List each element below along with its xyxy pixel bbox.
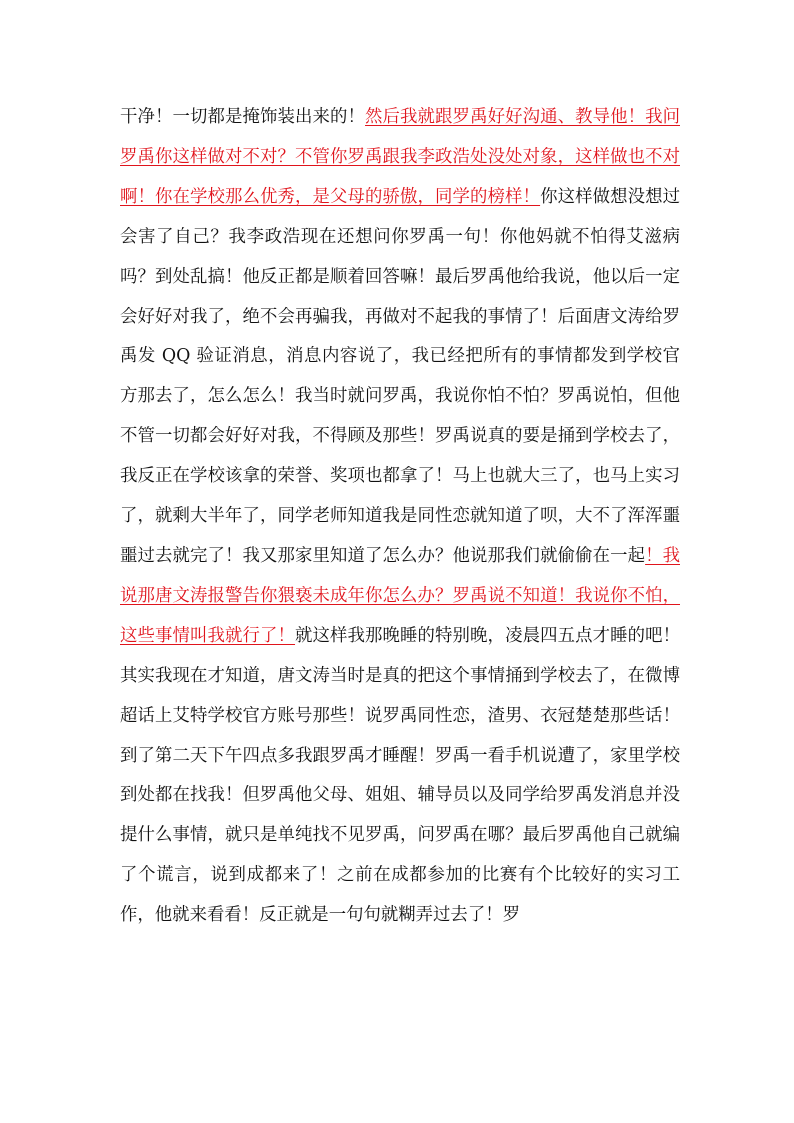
- body-paragraph: [120, 98, 680, 936]
- text-segment: 你这样做想没想过会害了自己？我李政浩现在还想问你罗禹一句！你他妈就不怕得艾滋病吗？到处乱搞！他反正都是顺着回答嘛！最后罗禹他给我说，他以后一定会好好对我了，绝不会再骗我，再做对不起我的事情了！后面唐文涛给罗禹发 QQ 验证消息，消息内容说了，我已经把所有的事情都发到学校官方那去了，怎么怎么！我当时就问罗禹，我说你怕不怕？罗禹说怕，但他不管一切都会好好对我，不得顾及那些！罗禹说真的要是捅到学校去了，我反正在学校该拿的荣誉、奖项也都拿了！马上也就大三了，也马上实习了，就剩大半年了，同学老师知道我是同性恋就知道了呗，大不了浑浑噩噩过去就完了！我又那家里知道了怎么办？他说那我们就偷偷在一起: [120, 186, 680, 566]
- text-segment: 就这样我那晚睡的特别晚，凌晨四五点才睡的吧！其实我现在才知道，唐文涛当时是真的把这个事情捅到学校去了，在微博超话上艾特学校官方账号那些！说罗禹同性恋，渣男、衣冠楚楚那些话！到了第二天下午四点多我跟罗禹才睡醒！罗禹一看手机说遭了，家里学校到处都在找我！但罗禹他父母、姐姐、辅导员以及同学给罗禹发消息并没提什么事情，就只是单纯找不见罗禹，问罗禹在哪？最后罗禹他自己就编了个谎言，说到成都来了！之前在成都参加的比赛有个比较好的实习工作，他就来看看！反正就是一句句就糊弄过去了！罗: [120, 625, 680, 926]
- highlighted-text-segment: 然后我就跟罗禹好好沟通、教导他！我问罗禹你这样做对不对？不管你罗禹跟我李政浩处没处对象，这样做也不对啊！你在学校那么优秀，是父母的骄傲，同学的榜样！: [120, 107, 680, 207]
- highlighted-text-segment: ！我说那唐文涛报警告你猥亵未成年你怎么办？罗禹说不知道！我说你不怕，这些事情叫我就行了！: [120, 545, 680, 646]
- text-segment: 干净！一切都是掩饰装出来的！: [120, 107, 366, 127]
